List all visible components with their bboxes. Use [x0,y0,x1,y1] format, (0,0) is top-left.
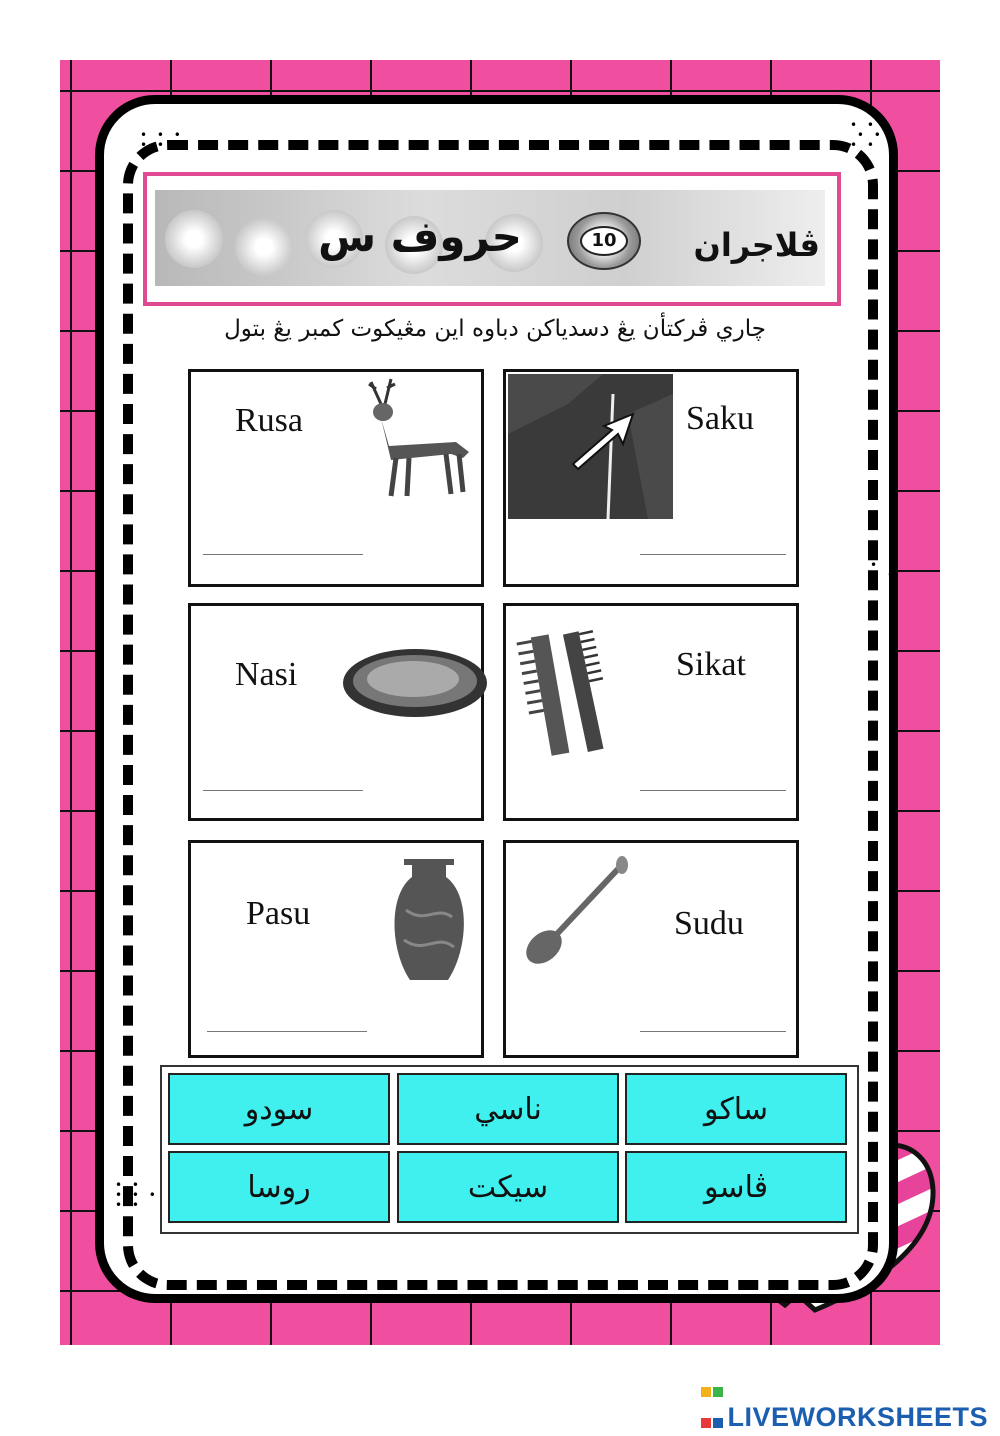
answer-line [640,790,786,791]
answer-tile[interactable]: ڤاسو [625,1151,847,1223]
letter-title: حروف س [318,212,522,261]
card-word: Rusa [235,402,303,439]
answer-tile[interactable]: ناسي [397,1073,619,1145]
answer-line [640,1031,786,1032]
answer-tile[interactable]: سيكت [397,1151,619,1223]
card-sikat [503,603,799,821]
flower-icon [165,210,223,268]
answer-tile[interactable]: سودو [168,1073,390,1145]
instruction-text: چاري ڤركتأن يڠ دسدياكن دباوه اين مڠيكوت كمبر يڠ بتول [224,316,766,342]
flower-icon [235,218,293,276]
shirt-pocket-icon [508,374,673,519]
comb-icon [516,624,636,759]
answer-tile[interactable]: ساكو [625,1073,847,1145]
answer-line [207,1031,367,1032]
answer-line [640,554,786,555]
decorative-dots: • • • • • • • [850,118,894,152]
answer-line [203,554,363,555]
title-banner [143,172,841,306]
card-word: Pasu [246,895,311,932]
card-saku [503,369,799,587]
vase-icon [386,855,471,990]
card-word: Sudu [674,905,744,942]
lesson-title: ڤلاجران [693,226,820,264]
card-nasi [188,603,484,821]
deer-icon [351,374,481,499]
floral-band [155,190,825,286]
answer-tiles-panel [160,1065,859,1234]
logo-icon [700,1374,724,1436]
answer-line [203,790,363,791]
card-word: Sikat [676,646,746,683]
card-word: Saku [686,400,754,437]
brand-logo: LIVEWORKSHEETS [700,1374,988,1436]
answer-tile[interactable]: روسا [168,1151,390,1223]
card-pasu [188,840,484,1058]
rice-plate-icon [341,641,489,721]
number-badge: 10 [567,212,641,270]
card-word: Nasi [235,656,298,693]
card-sudu [503,840,799,1058]
spoon-icon [518,855,638,975]
decorative-dots: • • • • [870,558,897,592]
decorative-dots: • • • • • [140,128,184,152]
card-rusa [188,369,484,587]
decorative-dots: • • • • • • • [115,1178,159,1212]
